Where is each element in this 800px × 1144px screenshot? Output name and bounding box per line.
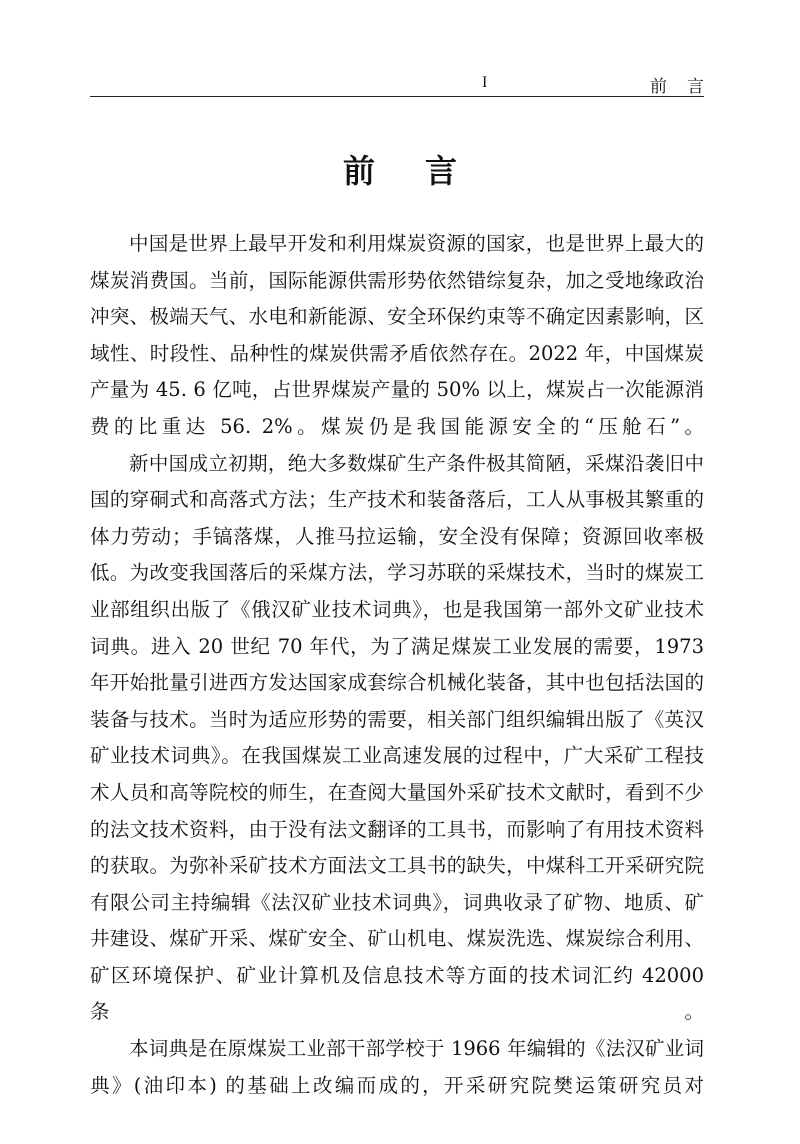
running-header-title: 前言 (650, 77, 724, 97)
page-title: 前言 (342, 152, 507, 190)
paragraph: 本词典是在原煤炭工业部干部学校于 1966 年编辑的《法汉矿业词典》(油印本) 的基础上改编而成的，开采研究院樊运策研究员对 (90, 1037, 704, 1097)
page-number: I (482, 74, 488, 91)
paragraph: 新中国成立初期，绝大多数煤矿生产条件极其简陋，采煤沿袭旧中国的穿硐式和高落式方法；生产技术和装备落后，工人从事极其繁重的体力劳动；手镐落煤，人推马拉运输，安全没有保障；资源回收率极低。为改变我国落后的采煤方法，学习苏联的采煤技术，当时的煤炭工业部组织出版了《俄汉矿业技术词典》，也是我国第一部外文矿业技术词典。进入 20 世纪 70 年代，为了满足煤炭工业发展的需要，1973 年开始批量引进西方发达国家成套综合机械化装备，其中也包括法国的装备与技术。当时为适应形势的需要，相关部门组织编辑出版了《英汉矿业技术词典》。在我国煤炭工业高速发展的过程中，广大采矿工程技术人员和高等院校的师生，在查阅大量国外采矿技术文献时，看到不少的法文技术资料，由于没有法文翻译的工具书，而影响了有用技术资料的获取。为弥补采矿技术方面法文工具书的缺失，中煤科工开采研究院有限公司主持编辑《法汉矿业技术词典》，词典收录了矿物、地质、矿井建设、煤矿开采、煤矿安全、矿山机电、煤炭洗选、煤炭综合利用、矿区环境保护、矿业计算机及信息技术等方面的技术词汇约 42000 条。 (90, 451, 704, 1024)
body-text (90, 226, 704, 1104)
running-header (90, 72, 724, 97)
paragraph: 中国是世界上最早开发和利用煤炭资源的国家，也是世界上最大的煤炭消费国。当前，国际能源供需形势依然错综复杂，加之受地缘政治冲突、极端天气、水电和新能源、安全环保约束等不确定因素影响，区域性、时段性、品种性的煤炭供需矛盾依然存在。2022 年，中国煤炭产量为 45. 6 亿吨，占世界煤炭产量的 50% 以上，煤炭占一次能源消费的比重达 56. 2%。煤炭仍是我国能源安全的“压舱石”。 (90, 232, 704, 438)
